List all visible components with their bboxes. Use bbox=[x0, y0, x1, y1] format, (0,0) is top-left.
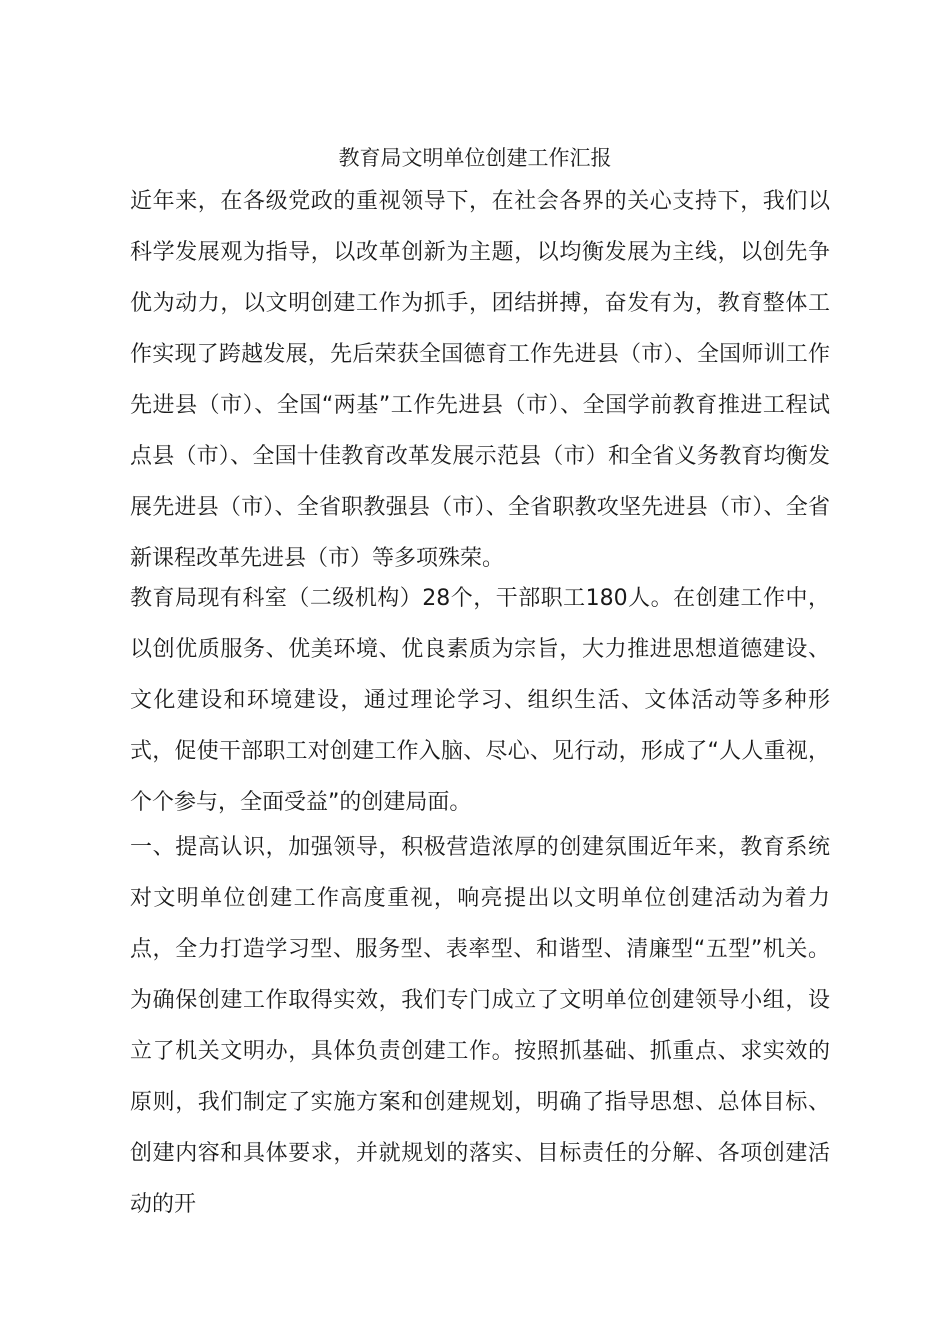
paragraph-overview: 教育局现有科室（二级机构）28个，干部职工180人。在创建工作中，以创优质服务、优美环境、优良素质为宗旨，大力推进思想道德建设、文化建设和环境建设，通过理论学习、组织生活、文体活动等多种形式，促使干部职工对创建工作入脑、尽心、见行动，形成了“人人重视，个个参与，全面受益”的创建局面。 bbox=[130, 586, 830, 815]
paragraph-section-one: 一、提高认识，加强领导，积极营造浓厚的创建氛围近年来，教育系统对文明单位创建工作高度重视，响亮提出以文明单位创建活动为着力点，全力打造学习型、服务型、表率型、和谐型、清廉型“五型”机关。为确保创建工作取得实效，我们专门成立了文明单位创建领导小组，设立了机关文明办，具体负责创建工作。按照抓基础、抓重点、求实效的原则，我们制定了实施方案和创建规划，明确了指导思想、总体目标、创建内容和具体要求，并就规划的落实、目标责任的分解、各项创建活动的开 bbox=[130, 835, 830, 1217]
document-title: 教育局文明单位创建工作汇报 bbox=[338, 146, 612, 170]
paragraph-intro: 近年来，在各级党政的重视领导下，在社会各界的关心支持下，我们以科学发展观为指导，以改革创新为主题，以均衡发展为主线，以创先争优为动力，以文明创建工作为抓手，团结拼搏，奋发有为，教育整体工作实现了跨越发展，先后荣获全国德育工作先进县（市）、全国师训工作先进县（市）、全国“两基”工作先进县（市）、全国学前教育推进工程试点县（市）、全国十佳教育改革发展示范县（市）和全省义务教育均衡发展先进县（市）、全省职教强县（市）、全省职教攻坚先进县（市）、全省新课程改革先进县（市）等多项殊荣。 bbox=[130, 189, 830, 571]
